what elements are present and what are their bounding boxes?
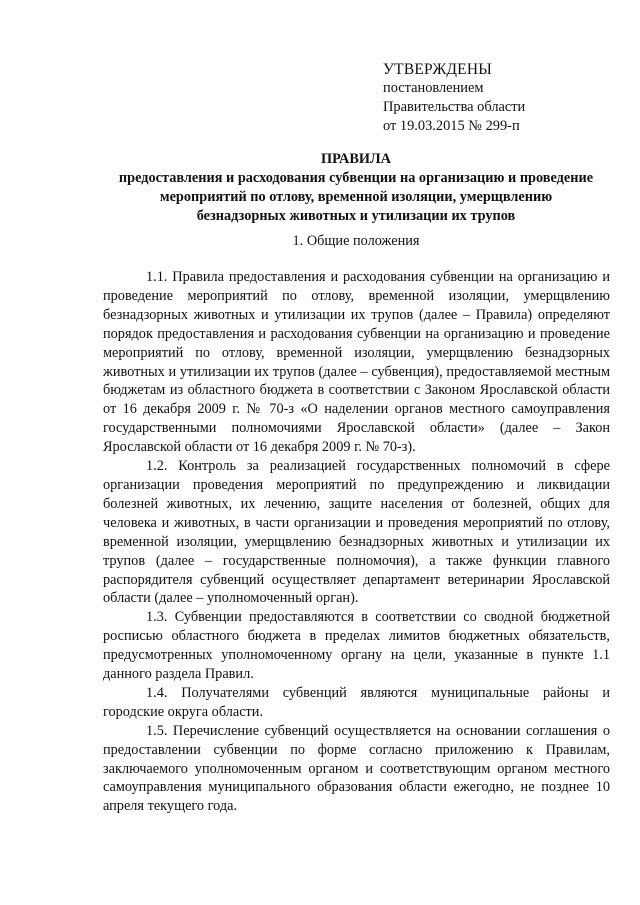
paragraph-1-5: 1.5. Перечисление субвенций осуществляется на основании соглашения о предоставлении субвенции по форме согласно приложению к Правилам, заключаемого уполномоченным органом и соответствующим органом местного самоуправления муниципального образования области ежегодно, не позднее 10 апреля текущего года. bbox=[103, 722, 610, 815]
document-subtitle-line-2: мероприятий по отлову, временной изоляции, умерщвлению bbox=[159, 189, 553, 205]
paragraph-1-1: 1.1. Правила предоставления и расходования субвенции на организацию и проведение мероприятий по отлову, временной изоляции, умерщвлению безнадзорных животных и утилизации их трупов (далее – Правила) определяют порядок предоставления и расходования субвенции на организацию и проведение мероприятий по отлову, временной изоляции, умерщвлению безнадзорных животных и утилизации их трупов (далее – субвенция), предоставляемой местным бюджетам из областного бюджета в соответствии с Законом Ярославской области от 16 декабря 2009 г. № 70-з «О наделении органов местного самоуправления государственными полномочиями Ярославской области» (далее – Закон Ярославской области от 16 декабря 2009 г. № 70-з). bbox=[103, 269, 610, 456]
document-subtitle-line-3: безнадзорных животных и утилизации их трупов bbox=[196, 208, 516, 224]
document-body bbox=[103, 268, 610, 816]
paragraph-1-2: 1.2. Контроль за реализацией государственных полномочий в сфере организации проведения мероприятий по предупреждению и ликвидации болезней животных, их лечению, защите населения от болезней, общих для человека и животных, в части организации и проведения мероприятий по отлову, временной изоляции, умерщвлению безнадзорных животных и утилизации их трупов (далее – государственные полномочия), а также функции главного распорядителя субвенций осуществляет департамент ветеринарии Ярославской области (далее – уполномоченный орган). bbox=[103, 458, 610, 607]
approval-stamp-block bbox=[383, 60, 613, 136]
approval-line-decree: постановлением bbox=[383, 80, 484, 96]
approval-line-government: Правительства области bbox=[383, 99, 526, 115]
document-title-block bbox=[100, 150, 612, 226]
section-heading: 1. Общие положения bbox=[292, 233, 420, 249]
document-title: ПРАВИЛА bbox=[321, 151, 391, 167]
paragraph-1-4: 1.4. Получателями субвенций являются муниципальные районы и городские округа области. bbox=[103, 684, 610, 720]
approval-title: УТВЕРЖДЕНЫ bbox=[383, 61, 492, 78]
document-subtitle-line-1: предоставления и расходования субвенции на организацию и проведение bbox=[118, 170, 594, 186]
approval-line-date-number: от 19.03.2015 № 299-п bbox=[383, 118, 520, 134]
paragraph-1-3: 1.3. Субвенции предоставляются в соответствии со сводной бюджетной росписью областного бюджета в пределах лимитов бюджетных обязательств, предусмотренных уполномоченному органу на цели, указанные в пункте 1.1 данного раздела Правил. bbox=[103, 609, 610, 683]
